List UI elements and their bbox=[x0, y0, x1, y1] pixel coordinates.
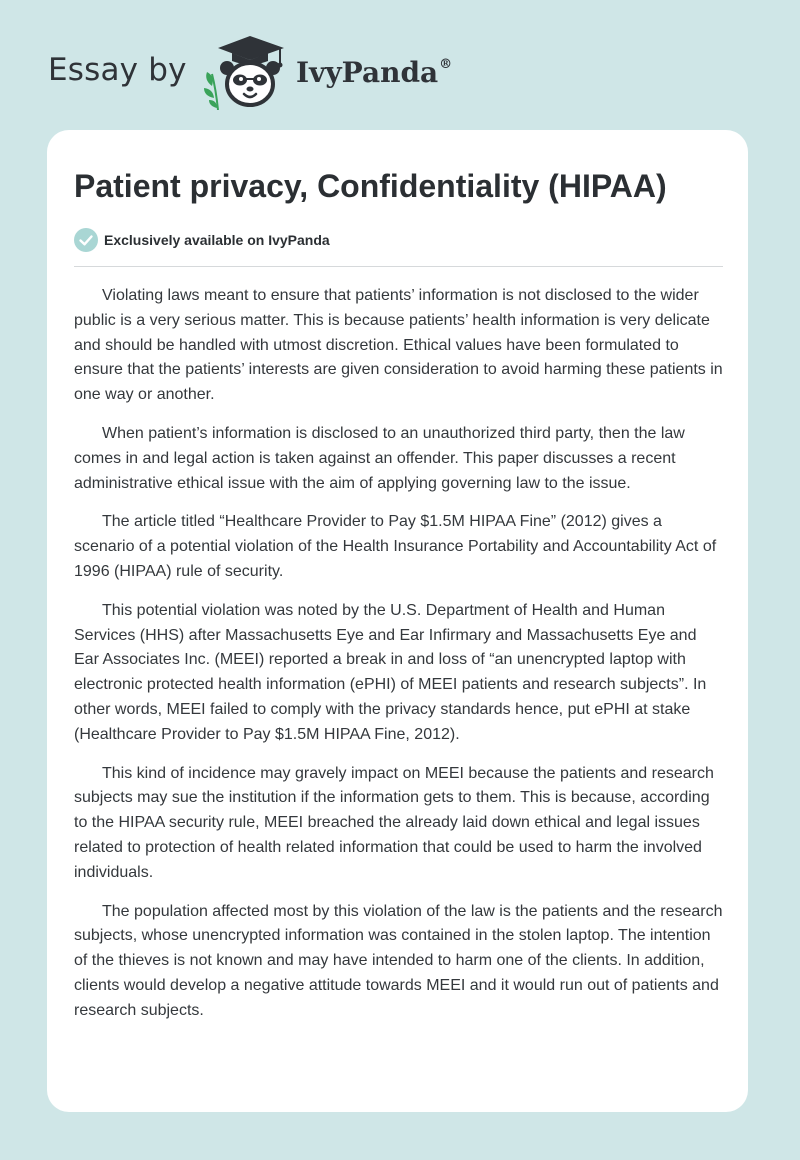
brand-header bbox=[48, 34, 488, 110]
essay-card bbox=[47, 130, 748, 1112]
brand-prefix: Essay by bbox=[48, 52, 187, 88]
check-circle-icon bbox=[74, 228, 98, 252]
paragraph: The article titled “Healthcare Provider to Pay $1.5M HIPAA Fine” (2012) gives a scenario of a potential violation of the Health Insurance Portability and Accountability Act of 1996 (HIPAA) rule of security. bbox=[74, 513, 717, 580]
exclusive-badge-label: Exclusively available on IvyPanda bbox=[104, 232, 330, 248]
page-title: Patient privacy, Confidentiality (HIPAA) bbox=[74, 168, 667, 204]
paragraph: When patient’s information is disclosed to an unauthorized third party, then the law comes in and legal action is taken against an offender. This paper discusses a recent administrative ethical issue with the aim of applying governing law to the issue. bbox=[74, 424, 685, 492]
paragraph: Violating laws meant to ensure that patients’ information is not disclosed to the wider public is a very serious matter. This is because patients’ health information is very delicate and should be handled with utmost discretion. Ethical values have been formulated to ensure that the patients’ interests are given consideration to avoid harming these patients in one way or another. bbox=[74, 287, 723, 404]
exclusive-badge bbox=[74, 227, 722, 253]
paragraph: This kind of incidence may gravely impact on MEEI because the patients and research subjects may sue the institution if the information gets to them. This is because, according to the HIPAA security rule, MEEI breached the already laid down ethical and legal issues related to protection of health related information that could be used to harm the involved individuals. bbox=[74, 764, 714, 881]
divider bbox=[74, 266, 723, 267]
essay-body bbox=[74, 284, 723, 1024]
paragraph: This potential violation was noted by the U.S. Department of Health and Human Services (HHS) after Massachusetts Eye and Ear Infirmary and Massachusetts Eye and Ear Associates Inc. (MEEI) reported a break in and loss of “an unencrypted laptop with electronic protected health information (ePHI) of MEEI patients and research subjects”. In other words, MEEI failed to comply with the privacy standards hence, put ePHI at stake (Healthcare Provider to Pay $1.5M HIPAA Fine, 2012). bbox=[74, 601, 707, 743]
paragraph: The population affected most by this violation of the law is the patients and the research subjects, whose unencrypted information was contained in the stolen laptop. The intention of the thieves is not known and may have intended to harm one of the clients. In addition, clients would develop a negative attitude towards MEEI and it would run out of patients and research subjects. bbox=[74, 902, 723, 1019]
brand-name: IvyPanda® bbox=[296, 56, 453, 89]
panda-graduate-icon bbox=[200, 34, 292, 110]
